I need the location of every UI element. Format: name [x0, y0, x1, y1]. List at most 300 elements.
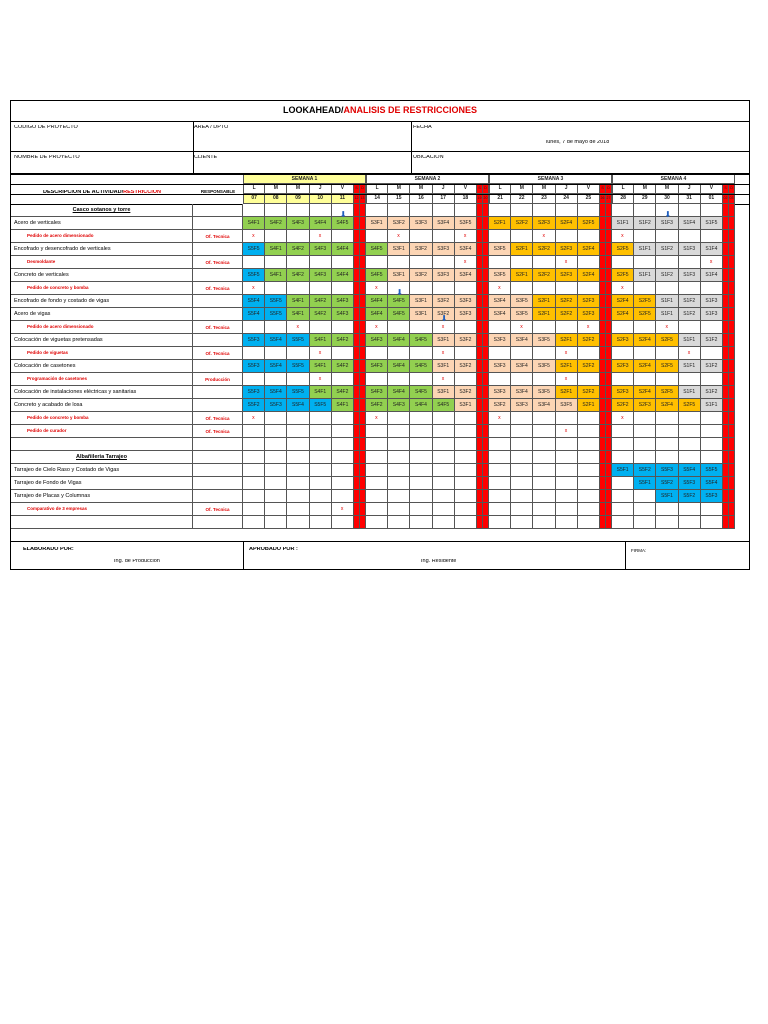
- task-cell: S4F1: [265, 243, 287, 256]
- empty-cell: [366, 490, 388, 503]
- task-cell: S3F1: [410, 295, 432, 308]
- task-cell: S2F3: [578, 295, 600, 308]
- empty-cell: [556, 321, 578, 334]
- weekend-cell: [606, 425, 612, 438]
- empty-cell: [701, 347, 723, 360]
- empty-cell: [656, 373, 678, 386]
- restriction-mark: x: [252, 415, 255, 421]
- empty-cell: [556, 204, 578, 217]
- responsable-cell: Of. Tecnica: [193, 425, 243, 438]
- day-letter: M: [656, 184, 678, 194]
- restriccion-label: RESTRICCION: [123, 190, 162, 195]
- empty-cell: [578, 230, 600, 243]
- day-letter: L: [489, 184, 511, 194]
- day-letter: L: [366, 184, 388, 194]
- weekend-cell: [729, 516, 735, 529]
- empty-cell: [310, 256, 332, 269]
- task-cell: S5F2: [243, 399, 265, 412]
- empty-cell: [556, 464, 578, 477]
- task-cell: S3F1: [433, 386, 455, 399]
- empty-cell: [489, 256, 511, 269]
- weekend-cell: [360, 464, 366, 477]
- empty-cell: [243, 490, 265, 503]
- responsable-cell: [193, 451, 243, 464]
- empty-cell: [332, 516, 354, 529]
- week-header: SEMANA 3: [489, 174, 612, 184]
- empty-cell: [310, 464, 332, 477]
- empty-cell: [455, 490, 477, 503]
- activity-label: Encofrado de fondo y costado de vigas: [11, 295, 193, 308]
- task-cell: S2F2: [578, 386, 600, 399]
- empty-cell: [612, 516, 634, 529]
- empty-cell: [287, 451, 309, 464]
- task-cell: S2F3: [556, 269, 578, 282]
- task-cell: S1F2: [701, 360, 723, 373]
- empty-cell: [656, 425, 678, 438]
- weekend-cell: [729, 386, 735, 399]
- area-label: AREA / DPTO: [194, 125, 229, 130]
- responsable-cell: Of. Tecnica: [193, 412, 243, 425]
- empty-cell: [701, 230, 723, 243]
- empty-cell: [287, 503, 309, 516]
- empty-cell: [511, 438, 533, 451]
- weekend-cell: [360, 438, 366, 451]
- empty-cell: [612, 204, 634, 217]
- day-date: 14: [366, 194, 388, 204]
- day-letter: L: [243, 184, 265, 194]
- task-cell: S3F3: [511, 399, 533, 412]
- empty-cell: [533, 321, 555, 334]
- empty-cell: [455, 373, 477, 386]
- weekend-cell: [729, 490, 735, 503]
- weekend-cell: [483, 490, 489, 503]
- empty-cell: [433, 503, 455, 516]
- weekend-cell: [360, 230, 366, 243]
- task-cell: S5F3: [243, 334, 265, 347]
- restriction-mark: x: [665, 324, 668, 330]
- empty-cell: [410, 256, 432, 269]
- task-cell: S1F2: [634, 217, 656, 230]
- empty-cell: [310, 321, 332, 334]
- task-cell: S2F5: [656, 386, 678, 399]
- empty-cell: [679, 425, 701, 438]
- empty-cell: [366, 477, 388, 490]
- responsable-cell: [193, 464, 243, 477]
- weekend-cell: [729, 243, 735, 256]
- title-accent: ANALISIS DE RESTRICCIONES: [343, 105, 477, 115]
- weekend-cell: [729, 256, 735, 269]
- row-label: [11, 516, 193, 529]
- task-cell: S2F1: [489, 217, 511, 230]
- task-cell: S1F1: [656, 308, 678, 321]
- empty-cell: [388, 438, 410, 451]
- empty-cell: [455, 477, 477, 490]
- task-cell: S4F1: [287, 308, 309, 321]
- empty-cell: [433, 204, 455, 217]
- empty-cell: [433, 477, 455, 490]
- empty-cell: [679, 282, 701, 295]
- empty-cell: [265, 451, 287, 464]
- task-cell: S3F4: [433, 217, 455, 230]
- day-letter: J: [433, 184, 455, 194]
- empty-cell: [366, 347, 388, 360]
- day-date: 22: [511, 194, 533, 204]
- weekend-cell: [360, 347, 366, 360]
- weekend-cell: [729, 412, 735, 425]
- empty-cell: [310, 451, 332, 464]
- empty-cell: [388, 464, 410, 477]
- empty-cell: [634, 282, 656, 295]
- task-cell: S3F3: [455, 295, 477, 308]
- empty-cell: [287, 282, 309, 295]
- empty-cell: [578, 477, 600, 490]
- task-cell: S5F1: [656, 490, 678, 503]
- empty-cell: [656, 503, 678, 516]
- weekend-letter: S: [723, 184, 729, 194]
- empty-cell: [533, 373, 555, 386]
- empty-cell: [332, 438, 354, 451]
- empty-cell: [310, 282, 332, 295]
- day-date: 18: [455, 194, 477, 204]
- empty-cell: [511, 464, 533, 477]
- empty-cell: [265, 412, 287, 425]
- day-date: 11: [332, 194, 354, 204]
- weekend-date: 26: [600, 194, 606, 204]
- empty-cell: [410, 503, 432, 516]
- empty-cell: [578, 516, 600, 529]
- empty-cell: [388, 204, 410, 217]
- restriction-mark: x: [564, 428, 568, 434]
- task-cell: S5F5: [243, 243, 265, 256]
- empty-cell: [243, 464, 265, 477]
- weekend-cell: [483, 230, 489, 243]
- task-cell: S4F4: [310, 217, 332, 230]
- empty-cell: [410, 347, 432, 360]
- weekend-cell: [729, 217, 735, 230]
- restriction-mark: x: [375, 324, 378, 330]
- empty-cell: [533, 503, 555, 516]
- empty-cell: [265, 516, 287, 529]
- task-cell: S3F4: [511, 386, 533, 399]
- empty-cell: [265, 204, 287, 217]
- task-cell: S5F2: [679, 490, 701, 503]
- task-cell: S5F1: [634, 477, 656, 490]
- task-cell: S3F1: [410, 308, 432, 321]
- task-cell: S4F3: [332, 308, 354, 321]
- empty-cell: [287, 256, 309, 269]
- task-cell: S3F3: [455, 308, 477, 321]
- empty-cell: [332, 464, 354, 477]
- day-letter: M: [533, 184, 555, 194]
- section-title: Albañileria Tarrajeo: [11, 451, 193, 464]
- responsable-cell: [193, 334, 243, 347]
- restriction-label: Pedido de concreto y bomba: [11, 282, 193, 295]
- empty-cell: [489, 451, 511, 464]
- empty-cell: [612, 477, 634, 490]
- empty-cell: [556, 503, 578, 516]
- empty-cell: [287, 438, 309, 451]
- empty-cell: [410, 464, 432, 477]
- task-cell: S5F3: [265, 399, 287, 412]
- empty-cell: [656, 412, 678, 425]
- empty-cell: [656, 347, 678, 360]
- empty-cell: [701, 438, 723, 451]
- empty-cell: [332, 230, 354, 243]
- task-cell: S3F2: [433, 308, 455, 321]
- task-cell: S4F2: [310, 308, 332, 321]
- weekend-cell: [606, 243, 612, 256]
- weekend-cell: [483, 269, 489, 282]
- empty-cell: [533, 256, 555, 269]
- responsable-cell: [193, 204, 243, 217]
- weekend-cell: [729, 451, 735, 464]
- day-date: 09: [287, 194, 309, 204]
- day-letter: M: [634, 184, 656, 194]
- task-cell: S5F5: [310, 399, 332, 412]
- empty-cell: [679, 516, 701, 529]
- weekend-letter: D: [606, 184, 612, 194]
- task-cell: S2F3: [578, 308, 600, 321]
- empty-cell: [310, 516, 332, 529]
- weekend-cell: [729, 464, 735, 477]
- weekend-cell: [729, 295, 735, 308]
- weekend-date: 12: [354, 194, 360, 204]
- empty-cell: [511, 490, 533, 503]
- empty-cell: [701, 516, 723, 529]
- empty-cell: [332, 321, 354, 334]
- task-cell: S3F5: [533, 334, 555, 347]
- weekend-cell: [606, 412, 612, 425]
- restriction-mark: x: [586, 324, 590, 330]
- day-letter: L: [612, 184, 634, 194]
- restriction-mark: x: [542, 233, 545, 239]
- responsable-cell: Of. Tecnica: [193, 256, 243, 269]
- empty-cell: [287, 425, 309, 438]
- task-cell: S5F5: [287, 386, 309, 399]
- weekend-cell: [360, 373, 366, 386]
- weekend-cell: [483, 243, 489, 256]
- restriction-label: Pedido de concreto y bomba: [11, 412, 193, 425]
- empty-cell: [578, 451, 600, 464]
- task-cell: S4F5: [433, 399, 455, 412]
- empty-cell: [410, 438, 432, 451]
- day-letter: M: [287, 184, 309, 194]
- activity-label: Acero de verticales: [11, 217, 193, 230]
- weekend-cell: [606, 321, 612, 334]
- task-cell: S2F5: [656, 334, 678, 347]
- task-cell: S3F1: [433, 334, 455, 347]
- empty-cell: [366, 503, 388, 516]
- empty-cell: [243, 425, 265, 438]
- empty-cell: [455, 425, 477, 438]
- task-cell: S4F1: [265, 269, 287, 282]
- empty-cell: [612, 451, 634, 464]
- empty-cell: [265, 373, 287, 386]
- responsable-cell: [193, 516, 243, 529]
- task-cell: S4F5: [410, 360, 432, 373]
- task-cell: S2F3: [612, 360, 634, 373]
- weekend-cell: [483, 425, 489, 438]
- restriction-label: Pedido de curador: [11, 425, 193, 438]
- empty-cell: [310, 490, 332, 503]
- empty-cell: [489, 516, 511, 529]
- task-cell: S3F5: [455, 217, 477, 230]
- empty-cell: [243, 256, 265, 269]
- empty-cell: [701, 451, 723, 464]
- task-cell: S4F1: [310, 360, 332, 373]
- empty-cell: [556, 490, 578, 503]
- activity-label: Acero de vigas: [11, 308, 193, 321]
- task-cell: S4F4: [332, 243, 354, 256]
- ubicacion-label: UBICACIÓN: [413, 155, 444, 160]
- task-cell: S5F2: [634, 464, 656, 477]
- weekend-cell: [606, 308, 612, 321]
- task-cell: S1F4: [679, 217, 701, 230]
- empty-cell: [511, 204, 533, 217]
- weekend-cell: [360, 256, 366, 269]
- empty-cell: [489, 464, 511, 477]
- task-cell: S4F2: [366, 399, 388, 412]
- empty-cell: [489, 373, 511, 386]
- restriction-mark: x: [621, 285, 624, 291]
- restriction-mark: x: [441, 376, 445, 382]
- empty-cell: [366, 438, 388, 451]
- activity-label: Concreto y acabado de losa: [11, 399, 193, 412]
- weekend-date: 19: [477, 194, 483, 204]
- empty-cell: [366, 230, 388, 243]
- weekend-cell: [360, 295, 366, 308]
- empty-cell: [701, 204, 723, 217]
- task-cell: S4F4: [366, 295, 388, 308]
- restriction-mark: x: [498, 415, 501, 421]
- task-cell: S3F5: [511, 308, 533, 321]
- task-cell: S1F5: [701, 217, 723, 230]
- weekend-cell: [729, 308, 735, 321]
- empty-cell: [366, 256, 388, 269]
- task-cell: S2F3: [612, 334, 634, 347]
- task-cell: S2F3: [634, 399, 656, 412]
- restriction-mark: x: [498, 285, 501, 291]
- empty-cell: [533, 464, 555, 477]
- responsable-cell: Of. Tecnica: [193, 282, 243, 295]
- weekend-cell: [483, 464, 489, 477]
- empty-cell: [243, 347, 265, 360]
- weekend-cell: [483, 386, 489, 399]
- task-cell: S4F1: [243, 217, 265, 230]
- day-date: 08: [265, 194, 287, 204]
- empty-cell: [556, 451, 578, 464]
- empty-cell: [455, 347, 477, 360]
- empty-cell: [556, 230, 578, 243]
- empty-cell: [533, 438, 555, 451]
- weekend-cell: [729, 477, 735, 490]
- restriction-mark: x: [252, 285, 255, 291]
- weekend-cell: [483, 321, 489, 334]
- task-cell: S2F4: [578, 269, 600, 282]
- day-date: 10: [310, 194, 332, 204]
- empty-cell: [656, 230, 678, 243]
- empty-cell: [455, 438, 477, 451]
- task-cell: S4F2: [287, 243, 309, 256]
- task-cell: S2F3: [533, 217, 555, 230]
- weekend-cell: [606, 360, 612, 373]
- empty-cell: [578, 282, 600, 295]
- responsable-cell: Of. Tecnica: [193, 503, 243, 516]
- task-cell: S3F2: [455, 360, 477, 373]
- task-cell: S2F4: [612, 308, 634, 321]
- task-cell: S5F3: [243, 386, 265, 399]
- task-cell: S5F3: [656, 464, 678, 477]
- task-cell: S4F3: [332, 295, 354, 308]
- empty-cell: [243, 451, 265, 464]
- empty-cell: [511, 256, 533, 269]
- empty-cell: [287, 347, 309, 360]
- empty-cell: [578, 490, 600, 503]
- weekend-cell: [606, 490, 612, 503]
- empty-cell: [265, 477, 287, 490]
- task-cell: S2F1: [578, 399, 600, 412]
- task-cell: S3F1: [388, 243, 410, 256]
- weekend-cell: [483, 334, 489, 347]
- task-cell: S3F5: [533, 360, 555, 373]
- day-letter: V: [455, 184, 477, 194]
- task-cell: S3F4: [455, 243, 477, 256]
- empty-cell: [578, 373, 600, 386]
- task-cell: S1F1: [634, 243, 656, 256]
- weekend-cell: [729, 230, 735, 243]
- task-cell: S2F4: [634, 334, 656, 347]
- empty-cell: [533, 347, 555, 360]
- empty-cell: [433, 425, 455, 438]
- codigo-label: CODIGO DE PROYECTO: [14, 125, 78, 130]
- empty-cell: [388, 490, 410, 503]
- task-cell: S3F2: [410, 269, 432, 282]
- restriction-mark: x: [397, 233, 400, 239]
- task-cell: S3F1: [433, 360, 455, 373]
- task-cell: S3F3: [489, 334, 511, 347]
- empty-cell: [679, 256, 701, 269]
- empty-cell: [533, 204, 555, 217]
- activity-label: Colocación de instalaciones eléctricas y sanitarias: [11, 386, 193, 399]
- weekend-cell: [360, 243, 366, 256]
- task-cell: S4F3: [388, 399, 410, 412]
- task-cell: S3F2: [388, 217, 410, 230]
- task-cell: S2F1: [556, 360, 578, 373]
- empty-cell: [310, 438, 332, 451]
- day-date: 23: [533, 194, 555, 204]
- weekend-cell: [483, 256, 489, 269]
- task-cell: S2F1: [533, 295, 555, 308]
- task-cell: S2F5: [634, 308, 656, 321]
- task-cell: S3F4: [533, 399, 555, 412]
- weekend-cell: [360, 269, 366, 282]
- restriction-mark: x: [564, 350, 568, 356]
- weekend-cell: [360, 516, 366, 529]
- day-date: 16: [410, 194, 432, 204]
- empty-cell: [410, 282, 432, 295]
- arrow-down-icon: ⬇: [440, 314, 448, 323]
- empty-cell: [310, 425, 332, 438]
- empty-cell: [388, 347, 410, 360]
- empty-cell: [489, 321, 511, 334]
- activity-label: Encofrado y desencofrado de verticales: [11, 243, 193, 256]
- empty-cell: [511, 477, 533, 490]
- weekend-letter: D: [360, 184, 366, 194]
- task-cell: S1F1: [701, 399, 723, 412]
- empty-cell: [366, 204, 388, 217]
- task-cell: S1F3: [701, 295, 723, 308]
- task-cell: S4F1: [310, 386, 332, 399]
